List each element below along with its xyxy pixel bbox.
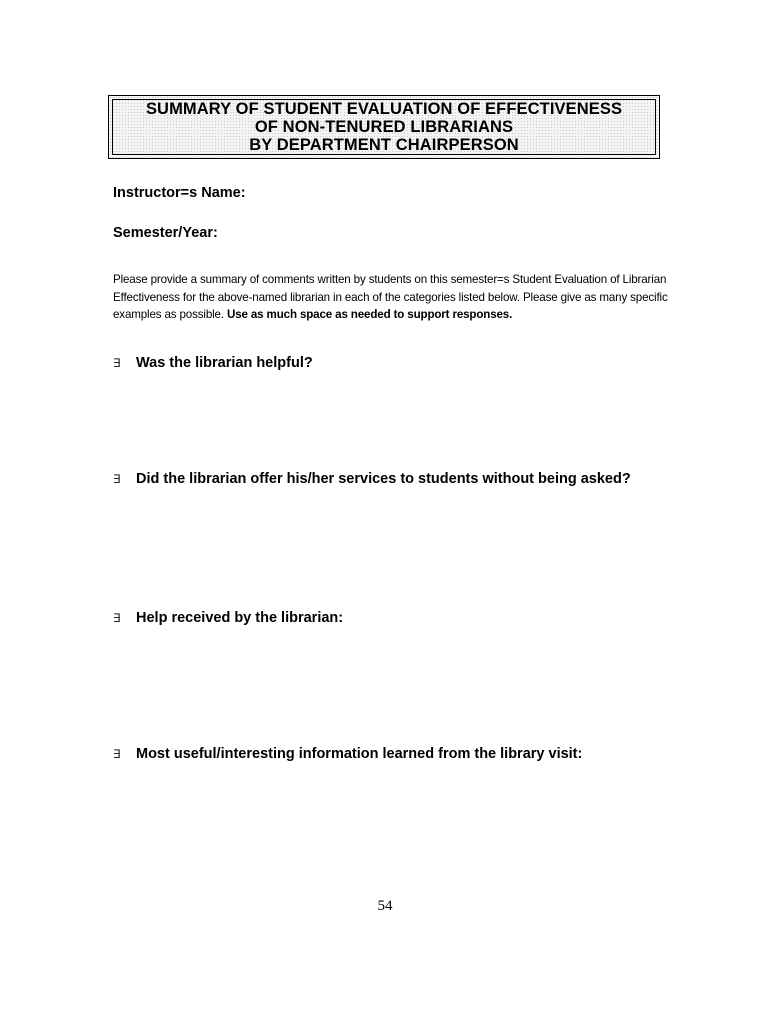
instructions-paragraph (113, 271, 673, 324)
bullet-icon: ∃ (113, 611, 121, 625)
form-title-line-3: BY DEPARTMENT CHAIRPERSON (249, 136, 519, 154)
question-item (113, 355, 673, 379)
question-text: Was the librarian helpful? (136, 355, 313, 371)
form-title-box (108, 95, 660, 159)
question-text: Most useful/interesting information learned from the library visit: (136, 746, 583, 762)
semester-year-label: Semester/Year: (113, 225, 218, 241)
form-title-line-1: SUMMARY OF STUDENT EVALUATION OF EFFECTIVENESS (145, 100, 623, 118)
instructions-emphasis: Use as much space as needed to support responses. (227, 308, 513, 321)
question-text: Help received by the librarian: (136, 610, 344, 626)
question-item (113, 610, 673, 634)
bullet-icon: ∃ (113, 747, 121, 761)
bullet-icon: ∃ (113, 472, 121, 486)
question-item (113, 746, 673, 770)
question-text: Did the librarian offer his/her services to students without being asked? (136, 471, 631, 487)
instructions-text: Please provide a summary of comments written by students on this semester=s Student Evaluation of Librarian Effectiveness for the above-named librarian in each of the categories listed below. Please give as many specific examples as possible. (113, 273, 668, 321)
page-number: 54 (377, 898, 393, 914)
question-item (113, 471, 673, 495)
instructor-name-label: Instructor=s Name: (113, 185, 246, 201)
form-title-line-2: OF NON-TENURED LIBRARIANS (254, 118, 514, 136)
bullet-icon: ∃ (113, 356, 121, 370)
